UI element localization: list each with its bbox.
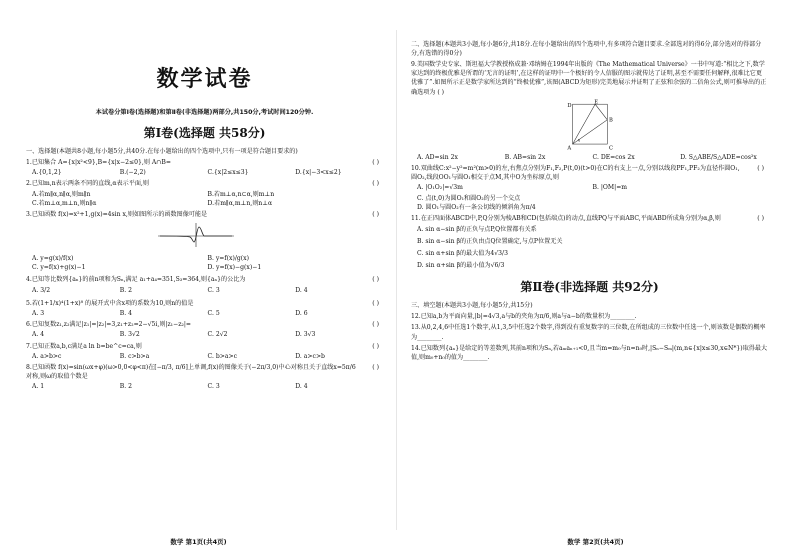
answer-paren: ( ): [372, 211, 379, 219]
exam-info: 本试卷分第Ⅰ卷(选择题)和第Ⅱ卷(非选择题)两部分,共150分,考试时间120分钟.: [95, 109, 314, 116]
question-13: 13.从0,2,4,6中任选1个数字,从1,3,5中任选2个数字,得到没有重复数字的三位数,在所组成的三位数中任选一个,则该数是偶数的概率为________.: [411, 324, 766, 341]
option-d: D. 3√3: [295, 331, 316, 339]
option-c: C. b>a>c: [207, 352, 237, 360]
option-d: D. 4: [295, 286, 308, 294]
question-5-stem: 5.若(1+1/x)⁴(1+x)⁸ 的展开式中含x项的系数为10,则n的值是: [26, 299, 194, 307]
answer-paren: ( ): [372, 180, 379, 188]
label-e: E: [594, 99, 599, 106]
question-6-options: [32, 330, 383, 339]
option-a: A. sin α−sin β的正负与点P,Q位置都有关系: [417, 226, 537, 234]
option-b: B. 2: [119, 286, 132, 294]
option-c: C. 5: [207, 310, 220, 318]
question-8: [26, 363, 383, 381]
question-2: [26, 179, 383, 188]
question-6-stem: 6.已知复数z₁,z₂满足|z₁|=|z₂|=3,z₁+z₂=2−√5i,则|z₁−z₂|=: [26, 321, 192, 329]
section2-intro: 二、选择题(本题共3小题,每小题6分,共18分.在每小题给出的四个选项中,有多项符合题目要求.全部选对的得6分,部分选对的得部分分,有选错的得0分): [411, 41, 762, 57]
option-a: A. AD=sin 2x: [417, 153, 458, 161]
option-d: D. 圆O₁与圆O₂有一条公切线的倾斜角为π/4: [417, 203, 536, 211]
option-a: A. y=g(x)/f(x): [32, 255, 74, 263]
option-c: C. 点(t,0)为圆O₁和圆O₂的另一个交点: [417, 194, 521, 202]
line-ae: [573, 104, 596, 144]
question-3: [26, 210, 383, 219]
answer-paren: ( ): [372, 364, 379, 372]
answer-paren: ( ): [372, 159, 379, 166]
question-1-stem: 1.已知集合 A={x|x²<9},B={x|x−2≤0},则 A∩B=: [26, 159, 171, 166]
option-c: C. DE=cos 2x: [592, 153, 635, 161]
question-10-options: [417, 183, 768, 192]
option-c: C.{x|2≤x≤3}: [207, 169, 249, 177]
label-a: A: [567, 145, 572, 151]
option-c: C. sin α+sin β的最大值为4√3/3: [417, 250, 508, 258]
answer-paren: ( ): [372, 299, 379, 307]
question-6: [26, 320, 383, 329]
question-9: [411, 60, 768, 97]
answer-paren: ( ): [757, 215, 764, 223]
question-1: [26, 158, 383, 167]
option-a: A. 3: [32, 310, 45, 318]
option-d: D. y=f(x)−g(x)−1: [207, 264, 262, 272]
option-b: B. 4: [119, 310, 132, 318]
answer-paren: ( ): [372, 321, 379, 329]
option-d: D. S△ABE/S△ADE=cos²x: [680, 153, 757, 161]
option-c: C. y=f(x)+g(x)−1: [32, 264, 86, 272]
label-x: x: [577, 138, 581, 144]
option-d: D. 4: [295, 383, 308, 391]
question-11: [411, 214, 768, 223]
option-d: D. sin α+sin β的最小值为√6/3: [417, 262, 505, 270]
option-a: A. 1: [32, 383, 45, 391]
part1-title: 第Ⅰ卷(选择题 共58分): [143, 126, 266, 140]
function-graph-figure: [156, 222, 236, 248]
question-11-options: [417, 224, 768, 272]
question-8-stem: 8.已知函数 f(x)=sin(ωx+φ)(ω>0,0<φ<π)在[−π/3, π/6]上单调,f(x)的图像关于(−2π/3,0)中心对称且关于直线x=5π/6对称,则ω的取值个数是: [26, 364, 356, 381]
question-3-options: [32, 254, 383, 272]
section3-intro: 三、填空题(本题共3小题,每小题5分,共15分): [411, 302, 533, 310]
option-a: A.{0,1,2}: [32, 169, 62, 177]
option-d: D. 6: [295, 310, 308, 318]
section1-intro: 一、选择题(本题共8小题,每小题5分,共40分.在每小题给出的四个选项中,只有一项是符合题目要求的): [26, 148, 298, 155]
question-4-stem: 4.已知等比数列{aₙ}的前n项和为Sₙ,满足 a₁+a₄=351,S₃=364,则{aₙ}的公比为: [26, 275, 246, 283]
option-a: A. 4: [32, 331, 45, 339]
part2-title: 第Ⅱ卷(非选择题 共92分): [520, 280, 659, 295]
page-2: [397, 0, 794, 554]
question-2-stem: 2.已知m,n表示两条不同的直线,α表示平面,则: [26, 180, 149, 188]
option-b: B. 2: [119, 383, 132, 391]
question-4-options: [32, 285, 383, 297]
option-b: B. AB=sin 2x: [504, 153, 546, 161]
question-7-options: [32, 352, 383, 361]
footer-page-2: 数学 第2页(共4页): [567, 538, 624, 546]
question-7: [26, 342, 383, 351]
question-5: [26, 299, 383, 308]
question-11-stem: 11.在正四面体ABCD中,P,Q分别为棱AB和CD(包括端点)的动点,直线PQ与平面ABC,平面ABD所成角分别为α,β,则: [411, 215, 721, 223]
option-b: B. y=f(x)/g(x): [207, 255, 249, 263]
answer-paren: ( ): [437, 88, 445, 96]
label-d: D: [567, 102, 572, 109]
option-a: A.若m∥α,n∥α,则m∥n: [32, 190, 91, 198]
option-b: B. c>b>a: [119, 352, 150, 360]
question-7-stem: 7.已知正数a,b,c满足a ln b=be^c=ca,则: [26, 342, 142, 350]
option-c: C.若m⊥α,m⊥n,则n∥α: [32, 199, 97, 207]
option-d: D.{x|−3<x≤2}: [295, 169, 342, 177]
question-9-stem: 9.美国数学史专家、斯坦福大学教授格成兼·邓纳姆在1994年出版的《The Mathematical Universe》一书中写道:“相比之下,数学家达到的终极优雅是所谓的‘无言的证明’,在这样的证明中一个极好的令人信服的图示就传达了证明,甚至不需要任何解释,很难比它更优雅了”.如图所示正是数学家所达到的“终极优雅”,该图(ABCD为矩形)完美地展示并证明了正弦和余弦的二倍角公式,则可推导出的正确选项为: [411, 61, 767, 96]
option-b: B. |OM|=m: [592, 184, 628, 192]
question-2-options: [32, 190, 383, 208]
question-3-stem: 3.已知函数 f(x)=x²+1,g(x)=4sin x,则如图所示的函数图像可能是: [26, 211, 208, 219]
question-14: 14.已知数列{aₙ}是给定的等差数列,其前n项和为Sₙ,若aₘaₙ₊₁<0,且当m=m₀与n=n₀时,|Sₙ−Sₘ|(m,n∈{x|x≤30,x∈N*})取得最大值,则m₀+n₀的值为________.: [411, 344, 768, 362]
option-a: A. 3/2: [32, 286, 51, 294]
rectangle-figure: [561, 99, 631, 151]
question-10: [411, 164, 768, 182]
option-d: D. a>c>b: [295, 352, 325, 360]
label-c: C: [609, 145, 613, 151]
option-d: D.若m∥α,m⊥n,则n⊥α: [207, 199, 273, 207]
option-c: C. 2√2: [207, 331, 228, 339]
question-9-options: [417, 153, 768, 162]
label-b: B: [609, 117, 613, 124]
line-eb: [595, 104, 607, 120]
option-b: B. sin α−sin β的正负由点Q位置确定,与点P位置无关: [417, 238, 563, 246]
question-1-options: [32, 168, 383, 177]
option-a: A. |O₁O₂|=√3m: [417, 184, 463, 192]
question-8-options: [32, 382, 383, 391]
exam-title: 数学试卷: [156, 67, 253, 92]
answer-paren: ( ): [757, 165, 764, 173]
option-b: B.(−2,2): [119, 169, 146, 177]
question-12: 12.已知a,b为平面向量,|b|=4√3,a与b的夹角为π/6,则a与a−b的数量积为________.: [411, 313, 637, 321]
option-b: B. 3√2: [119, 331, 140, 339]
question-5-options: [32, 309, 383, 318]
question-4: [26, 275, 383, 284]
option-a: A. a>b>c: [32, 352, 62, 360]
option-c: C. 3: [207, 286, 220, 294]
question-10-options-cd: [417, 194, 768, 212]
answer-paren: ( ): [372, 342, 379, 350]
answer-paren: ( ): [372, 275, 379, 283]
question-10-stem: 10.双曲线C:x²−y²=m²(m>0)的左,右焦点分别为F₁,F₂,P(t,0)(t>0)在C的右支上一点,分别以线段PF₁,PF₂为直径作圆O₁,圆O₂,线段OO₁与圆O₁相交于点M,其中O为坐标原点,则: [411, 165, 740, 182]
option-c: C. 3: [207, 383, 220, 391]
option-b: B.若m⊥α,n⊂α,则m⊥n: [207, 190, 275, 198]
footer-page-1: 数学 第1页(共4页): [170, 538, 227, 546]
